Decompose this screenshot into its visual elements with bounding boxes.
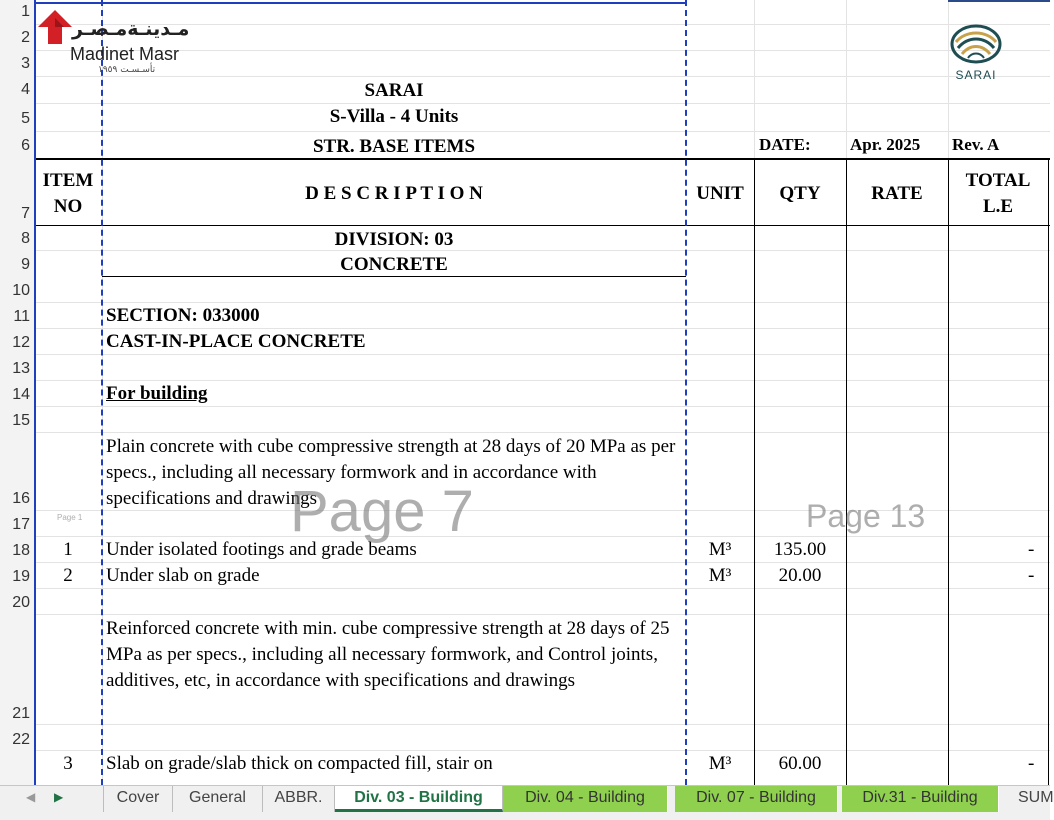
- scroll-tabs-left-icon[interactable]: ◀: [26, 790, 36, 804]
- row-number[interactable]: 9: [21, 256, 30, 273]
- row-number[interactable]: 2: [21, 29, 30, 46]
- row-number[interactable]: 11: [13, 308, 30, 325]
- date-value[interactable]: Apr. 2025: [850, 135, 921, 154]
- item-qty[interactable]: 20.00: [778, 565, 822, 586]
- gridline: [34, 614, 1050, 615]
- gridline: [34, 536, 1050, 537]
- gridline: [34, 302, 1050, 303]
- row-number[interactable]: 13: [12, 360, 30, 377]
- gridline: [34, 131, 1050, 132]
- row-number[interactable]: 19: [12, 568, 30, 585]
- row-number[interactable]: 5: [21, 110, 30, 127]
- item-no[interactable]: 1: [63, 539, 73, 560]
- row-number[interactable]: 7: [21, 205, 30, 222]
- header-item-no[interactable]: ITEM: [42, 170, 94, 191]
- item-total[interactable]: -: [1028, 539, 1035, 560]
- sarai-logo-text: SARAI: [955, 68, 997, 82]
- header-rate[interactable]: RATE: [871, 183, 923, 204]
- row-number[interactable]: 1: [21, 3, 30, 20]
- tab-cover[interactable]: Cover: [103, 786, 173, 812]
- gridline: [34, 432, 1050, 433]
- row-number[interactable]: 14: [12, 386, 30, 403]
- row-number[interactable]: 3: [21, 55, 30, 72]
- column-border: [948, 160, 949, 785]
- header-unit[interactable]: UNIT: [696, 183, 744, 204]
- row-number[interactable]: 12: [12, 334, 30, 351]
- section-title[interactable]: STR. BASE ITEMS: [312, 136, 476, 157]
- gridline: [34, 380, 1050, 381]
- header-description[interactable]: D E S C R I P T I O N: [305, 183, 483, 204]
- revision-label[interactable]: Rev. A: [952, 135, 1000, 154]
- row-number[interactable]: 4: [21, 81, 30, 98]
- header-bottom-border: [34, 225, 1050, 226]
- division-name[interactable]: CONCRETE: [340, 254, 448, 275]
- gridline: [34, 406, 1050, 407]
- project-subtitle[interactable]: S-Villa - 4 Units: [329, 106, 459, 127]
- row-number[interactable]: 22: [12, 731, 30, 748]
- item-description[interactable]: Under isolated footings and grade beams: [106, 539, 417, 560]
- column-border: [754, 160, 755, 785]
- column-border: [846, 160, 847, 785]
- top-right-accent-line: [948, 0, 1050, 2]
- item-unit[interactable]: M³: [708, 539, 732, 560]
- row-number[interactable]: 16: [12, 490, 30, 507]
- tab-div-03-building[interactable]: Div. 03 - Building: [335, 786, 503, 812]
- division-bottom-border: [102, 276, 686, 277]
- tab-general[interactable]: General: [173, 786, 263, 812]
- gridline: [34, 562, 1050, 563]
- item-unit[interactable]: M³: [708, 753, 732, 774]
- row-number[interactable]: 18: [12, 542, 30, 559]
- tab-div-31-building[interactable]: Div.31 - Building: [842, 786, 999, 812]
- item-no[interactable]: 3: [63, 753, 73, 774]
- worksheet-grid[interactable]: [34, 0, 1050, 785]
- header-item-no-line2: NO: [53, 196, 83, 217]
- sarai-emblem-icon: [946, 22, 1006, 66]
- logo-arabic-text: مـدينـةمـصـر: [72, 18, 190, 40]
- item-total[interactable]: -: [1028, 565, 1035, 586]
- tab-div-04-building[interactable]: Div. 04 - Building: [503, 786, 668, 812]
- logo-english-text: Madinet Masr: [70, 44, 180, 64]
- row-number[interactable]: 17: [12, 516, 30, 533]
- table-right-border: [1048, 160, 1049, 785]
- building-subheading[interactable]: For building: [106, 383, 208, 404]
- project-title[interactable]: SARAI: [364, 80, 424, 101]
- page-break-top: [34, 2, 686, 4]
- division-label[interactable]: DIVISION: 03: [334, 229, 454, 250]
- row-number[interactable]: 8: [21, 230, 30, 247]
- page-13-watermark: Page 13: [806, 498, 926, 534]
- date-label[interactable]: DATE:: [759, 135, 811, 154]
- page-break-left: [34, 0, 36, 785]
- header-qty[interactable]: QTY: [779, 183, 821, 204]
- row-number[interactable]: 10: [12, 282, 30, 299]
- gridline: [34, 328, 1050, 329]
- plain-concrete-description[interactable]: Plain concrete with cube compressive strength at 28 days of 20 MPa as per specs., including all necessary formwork and in accordance with specifications and drawings: [106, 436, 676, 509]
- row-number[interactable]: 15: [12, 412, 30, 429]
- logo-subtext: تأسـسـت ١٩٥٩: [98, 65, 156, 75]
- header-total-line2: L.E: [982, 196, 1014, 217]
- sheet-tab-bar: [0, 785, 1054, 820]
- gridline: [34, 354, 1050, 355]
- item-description[interactable]: Under slab on grade: [106, 565, 260, 586]
- page-1-watermark: Page 1: [57, 513, 83, 522]
- item-qty[interactable]: 60.00: [778, 753, 822, 774]
- gridline: [34, 588, 1050, 589]
- row-number[interactable]: 6: [21, 137, 30, 154]
- tab-sum[interactable]: SUM: [1018, 789, 1054, 806]
- gridline: [34, 103, 1050, 104]
- scroll-tabs-right-icon[interactable]: ▶: [54, 790, 64, 804]
- row-number[interactable]: 21: [12, 705, 30, 722]
- table-top-border: [34, 158, 1050, 160]
- item-qty[interactable]: 135.00: [773, 539, 827, 560]
- gridline: [34, 750, 1050, 751]
- section-name[interactable]: CAST-IN-PLACE CONCRETE: [106, 331, 366, 352]
- header-total[interactable]: TOTAL: [965, 170, 1031, 191]
- tab-div-07-building[interactable]: Div. 07 - Building: [675, 786, 838, 812]
- page-7-watermark: Page 7: [290, 479, 474, 544]
- row-header-column: [0, 0, 35, 785]
- row-number[interactable]: 20: [12, 594, 30, 611]
- sarai-logo: [946, 22, 1006, 84]
- gridline: [34, 724, 1050, 725]
- item-description[interactable]: Slab on grade/slab thick on compacted fill, stair on: [106, 753, 493, 774]
- item-total[interactable]: -: [1028, 753, 1035, 774]
- tab-abbr[interactable]: ABBR.: [263, 786, 335, 812]
- reinforced-concrete-description[interactable]: Reinforced concrete with min. cube compressive strength at 28 days of 25 MPa as per specs., including all necessary formwork, and Control joints, additives, etc, in accordance with specifications and drawings: [106, 618, 670, 691]
- madinet-masr-logo: [38, 8, 198, 78]
- red-arrow-logo-icon: [38, 10, 72, 44]
- item-unit[interactable]: M³: [708, 565, 732, 586]
- section-label[interactable]: SECTION: 033000: [106, 305, 260, 326]
- item-no[interactable]: 2: [63, 565, 73, 586]
